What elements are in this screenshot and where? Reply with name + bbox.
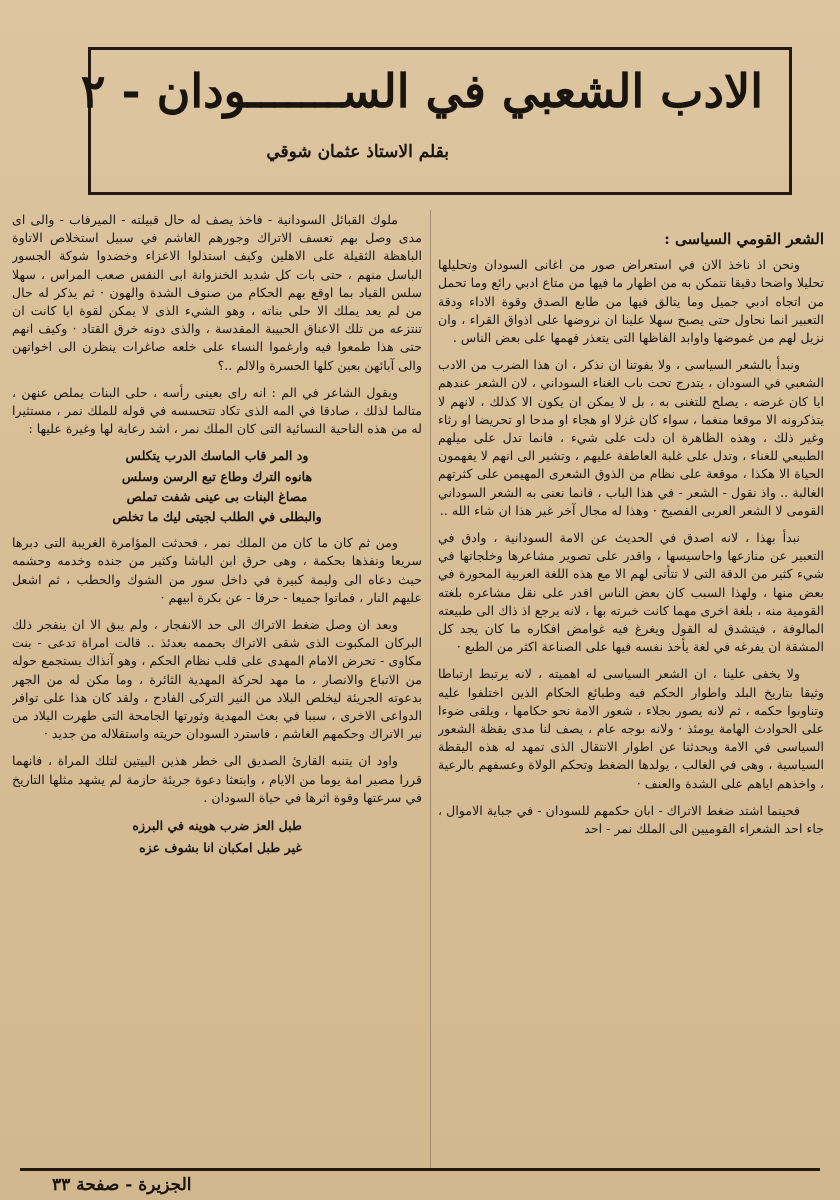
- paragraph: واود ان يتنبه القارئ الصديق الى خطر هذين البيتين لتلك المراة ، فانهما قررا مصير امة يوما من الايام ، وابتعثا دعوة جريئة حازمة لم يشهد مثلها التاريخ في سرعتها وقوة اثرها في حياة السودان .: [12, 753, 422, 805]
- closing-poem: [12, 817, 422, 857]
- column-divider: [430, 210, 431, 1170]
- footer-page-label: الجزيرة - صفحة ٣٣: [52, 1175, 192, 1195]
- article-title: الادب الشعبي في الســـــــودان - ٢: [80, 64, 763, 118]
- poem-block: [12, 447, 422, 526]
- poem-line: والبطلى في الطلب لجيتى ليك ما تخلص: [112, 509, 322, 525]
- page-footer: [20, 1168, 820, 1199]
- section-heading: الشعر القومي السياسى :: [664, 230, 824, 248]
- left-column: [12, 211, 422, 1146]
- poem-line: طبل العز ضرب هوينه في البرزه: [132, 818, 302, 834]
- paragraph: نبدأ بهذا ، لانه اصدق في الحديث عن الامة السودانية ، وادق في التعبير عن منازعها واحاسيسها ، واقدر على تصوير مشاعرها وخلجاتها في شيء كثير من الدقة التى لا تتأتى لهم الا مع هذه اللغة العربية المحورة في بعض منها ، ولهذا السبب كان بعض الناس اقدر على نقل مشاعره بلغته القومية منه ، بلغة اخرى مهما كانت خبرته بها ، لانه يرجع اذ ذاك الى طبيعته المالوفة ، فيتشدق له القول ويغرغ فيه غوامض افكاره ما كان يجد كل المشقة ان يفرغه في لغة يأخذ نفسه فيها على الصناعة اكثر من الطبع ·: [438, 530, 824, 655]
- poem-line: غير طبل امكبان انا بشوف عزه: [139, 840, 302, 856]
- paragraph: ولا يخفى علينا ، ان الشعر السياسى له اهميته ، لانه يرتبط ارتباطا وثيقا بتاريخ البلد واطوار الحكم فيه وطبائع الحكام الذين اختلفوا عليه وتناوبوا حكمه ، ثم لانه يصور بجلاء ، شعور الامة نحو حكامها ، ويلقى ضوءا على الحوادث الهامة يومئذ · ولانه بوجه عام ، يصف لنا مدى يقظة الشعور السياسى في الامة ويحدثنا عن اطوار الانتقال الذى تمهد له هذه اليقظة السياسية ، وهى في الغالب ، يولدها الضغط وتحكم الولاة وعسفهم بالرعية ، واخذهم اياهم على الشدة والعنف ·: [438, 666, 824, 791]
- title-box: [80, 47, 792, 195]
- paragraph: ويقول الشاعر في الم : انه راى بعينى رأسه ، حلى البنات يملص عنهن ، متالما لذلك ، صادقا في المه الذى تكاد تتحسسه في قوله للملك نمر ، مستثيرا له من هذه الناحية النسائية التى كان الملك نمر ، اشد رعاية لها وغيرة عليها :: [12, 384, 422, 437]
- paragraph: ملوك القبائل السودانية - فاخذ يصف له حال قبيلته - الميرفاب - والى اى مدى وصل بهم تعسف الاتراك وجورهم الغاشم في سبيل استخلاص الاتاوة الباهظة الثقيلة على الاهلين وكيف استذلوا الاعزاء وخضدوا شوكة الجسور الباسل منهم ، حتى بات كل شديد الخنزوانة ابى النفس صعب المراس ، سهلا سلس القياد بما اوقع بهم الحكام من صنوف الشدة والهون · ثم يذكر له حال من لم يعد يملك الا حلى بناته ، وهو الشيء الذى لا يمكن لقوة ايا كانت ان تنتزعه من تلك الاعناق الحبيبة المقدسة ، والذى دونه خرق القتاد · وكيف انهم حتى هذا طمعوا فيه وارغموا النساء على خلعه صاغرات ينظرن الى اخواتهن والى آبائهن بعين كلها الحسرة والالم ..؟: [12, 212, 422, 373]
- right-column: [438, 226, 824, 1171]
- author-byline: بقلم الاستاذ عثمان شوقي: [266, 142, 449, 162]
- paragraph: وبعد ان وصل ضغط الاتراك الى حد الانفجار ، ولم يبق الا ان ينفجر ذلك البركان المكبوت الذى شقى الاتراك بحممه بعدئذ .. قالت امراة تدعى - بنت مكاوى - تحرض الامام المهدى على قلب نظام الحكم ، وهو آنذاك يستجمع حوله من الاتباع والانصار ، ما مهد لحركة المهدية الثائرة ، وما مكن له من الجهر بدعوته الجريئة ليخلص البلاد من النير التركى الفادح ، ولقد كان هذا على توافر الدواعى الاخرى ، سببا في بعث المهدية وثورتها الجامحة التى طهرت البلاد من نير الاتراك وحكمهم الغاشم ، فاسترد السودان حريته واستقلاله من جديد ·: [12, 617, 422, 742]
- poem-line: هانوه الترك وطاع تبع الرسن وسلس: [121, 468, 313, 484]
- paragraph: ونحن اذ ناخذ الان في استعراض صور من اغانى السودان وتحليلها تحليلا واضحا دقيقا نتمكن به من اظهار ما فيها من متاع ادبي رائع وما تحمل من اتجاه ادبي جميل وما يتالق فيها من طابع الصدق وقوة الاداء ودقة التعبير انما نحاول حتى يصبح سهلا علينا ان نروضها على اذواق القراء ، وان نزيل لهم من غموضها واوابد الفاظها التى يتعذر فهمها على بعض الناس .: [438, 257, 824, 346]
- paragraph: ونبدأ بالشعر السياسى ، ولا يفوتنا ان نذكر ، ان هذا الضرب من الادب الشعبي في السودان ، يتدرج تحت باب الغناء السوداني ، لان الشعر عندهم ايا كان غرضه ، يصلح للتغنى به ، بل لا يمكن ان يكون الا كذلك ، لانهم لا يتذكرونه الا موقعا منغما ، سواء كان غزلا او هجاء او مدحا او تحريضا او رثاء وغير ذلك ، وهذه الظاهرة ان دلت على شيء ، فانما تدل على ميلهم الطبيعي للغناء ، وتدل على غلبة العاطفة عليهم ، وتشير الى انهم لا يفهمون الحياة الا هكذا ، موقعة على نظام من الذوق الشعرى المهيمن على كثرتهم الغالبة .. واذ نقول - الشعر - في هذا الباب ، فانما نعنى به الشعر السوداني القومى لا الشعر العربى الفصيح · وهذا له مجال آخر غير هذا ان شاء الله ..: [438, 357, 824, 518]
- paragraph: فحينما اشتد ضغط الاتراك - ابان حكمهم للسودان - في جباية الاموال ، جاء احد الشعراء القوميين الى الملك نمر - احد: [438, 802, 824, 837]
- paragraph: ومن ثم كان ما كان من الملك نمر ، فحدثت المؤامرة الغريبة التى دبرها سريعا ونفذها بحكمة ، وهى حرق ابن الباشا وكثير من جنده وخدمه وحشمه حيث دعاه الى وليمة كبيرة في داخل سور من الشوك والحطب ، ثم اشعل عليهم النار ، فماتوا جميعا - حرقا - عن بكرة ابيهم ·: [12, 535, 422, 605]
- poem-line: ود المر قاب الماسك الدرب يتكلس: [125, 448, 309, 464]
- poem-line: مصاغ البنات بى عينى شفت تملص: [126, 488, 308, 504]
